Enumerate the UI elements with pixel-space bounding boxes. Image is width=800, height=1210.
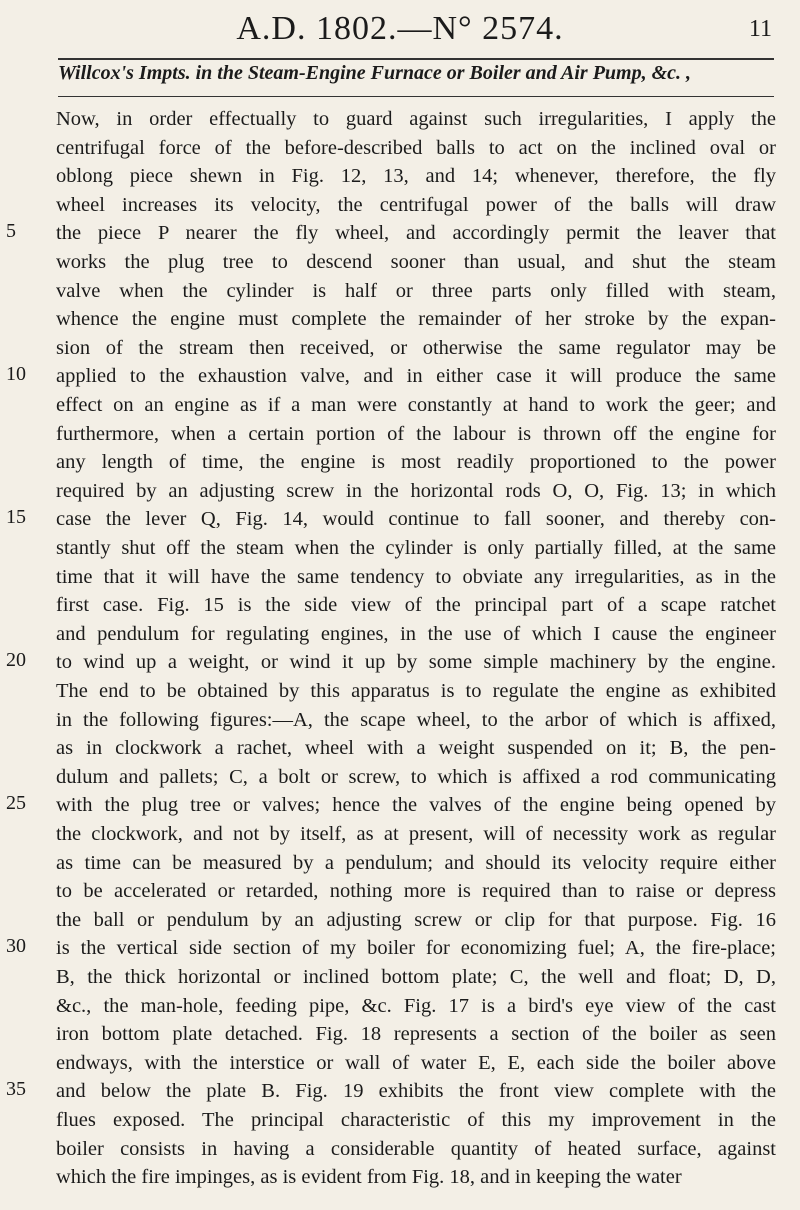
margin-line-number: 30 xyxy=(6,935,26,958)
margin-line-number: 10 xyxy=(6,363,26,386)
text-line: the piece P nearer the fly wheel, and accordingly permit the leaver that xyxy=(56,222,776,245)
page-header xyxy=(0,10,800,52)
text-line: and pendulum for regulating engines, in the use of which I cause the engineer xyxy=(56,622,776,645)
text-line: and below the plate B. Fig. 19 exhibits the front view complete with the xyxy=(56,1080,776,1103)
text-line: applied to the exhaustion valve, and in either case it will produce the same xyxy=(56,365,776,388)
text-line: stantly shut off the steam when the cylinder is only partially filled, at the same xyxy=(56,537,776,559)
running-title-rule xyxy=(58,96,774,97)
text-line: &c., the man-hole, feeding pipe, &c. Fig. 17 is a bird's eye view of the cast xyxy=(56,994,776,1017)
text-line: dulum and pallets; C, a bolt or screw, to which is affixed a rod communicating xyxy=(56,765,776,788)
text-line: any length of time, the engine is most readily proportioned to the power xyxy=(56,451,776,474)
text-line: sion of the stream then received, or otherwise the same regulator may be xyxy=(56,336,776,359)
text-line: oblong piece shewn in Fig. 12, 13, and 14; whenever, therefore, the fly xyxy=(56,165,776,188)
text-line: The end to be obtained by this apparatus is to regulate the engine as exhibited xyxy=(56,680,776,702)
text-line: furthermore, when a certain portion of the labour is thrown off the engine for xyxy=(56,422,776,445)
text-line: first case. Fig. 15 is the side view of the principal part of a scape ratchet xyxy=(56,594,776,617)
text-line: is the vertical side section of my boiler for economizing fuel; A, the fire-place; xyxy=(56,937,776,960)
text-line: centrifugal force of the before-described balls to act on the inclined oval or xyxy=(56,136,776,159)
text-line: Now, in order effectually to guard against such irregularities, I apply the xyxy=(56,108,776,130)
text-line: valve when the cylinder is half or three parts only filled with steam, xyxy=(56,279,776,302)
text-line: the ball or pendulum by an adjusting screw or clip for that purpose. Fig. 16 xyxy=(56,908,776,931)
text-line: works the plug tree to descend sooner than usual, and shut the steam xyxy=(56,251,776,273)
running-title: Willcox's Impts. in the Steam-Engine Furnace or Boiler and Air Pump, &c. , xyxy=(58,62,692,84)
text-line: iron bottom plate detached. Fig. 18 represents a section of the boiler as seen xyxy=(56,1023,776,1046)
page-number: 11 xyxy=(748,16,772,42)
text-line: B, the thick horizontal or inclined bottom plate; C, the well and float; D, D, xyxy=(56,966,776,988)
text-line: the clockwork, and not by itself, as at present, will of necessity work as regular xyxy=(56,823,776,845)
margin-line-number: 20 xyxy=(6,649,26,672)
text-line: as time can be measured by a pendulum; and should its velocity require either xyxy=(56,851,776,874)
text-line: wheel increases its velocity, the centrifugal power of the balls will draw xyxy=(56,193,776,216)
text-line: as in clockwork a rachet, wheel with a weight suspended on it; B, the pen- xyxy=(56,737,776,760)
text-line: endways, with the interstice or wall of water E, E, each side the boiler above xyxy=(56,1051,776,1074)
text-line: which the fire impinges, as is evident from Fig. 18, and in keeping the water xyxy=(56,1166,682,1189)
page-title: A.D. 1802.—N° 2574. xyxy=(236,10,564,47)
text-line: effect on an engine as if a man were constantly at hand to work the geer; and xyxy=(56,394,776,416)
text-line: to wind up a weight, or wind it up by some simple machinery by the engine. xyxy=(56,651,776,674)
text-line: in the following figures:—A, the scape wheel, to the arbor of which is affixed, xyxy=(56,708,776,731)
text-line: time that it will have the same tendency to obviate any irregularities, as in the xyxy=(56,565,776,588)
header-rule xyxy=(58,58,774,60)
margin-line-number: 15 xyxy=(6,506,26,529)
text-line: to be accelerated or retarded, nothing more is required than to raise or depress xyxy=(56,880,776,903)
text-line: boiler consists in having a considerable quantity of heated surface, against xyxy=(56,1137,776,1160)
margin-line-number: 5 xyxy=(6,220,16,243)
text-line: required by an adjusting screw in the horizontal rods O, O, Fig. 13; in which xyxy=(56,479,776,502)
text-line: case the lever Q, Fig. 14, would continue to fall sooner, and thereby con- xyxy=(56,508,776,531)
text-line: flues exposed. The principal characteristic of this my improvement in the xyxy=(56,1109,776,1131)
text-line: with the plug tree or valves; hence the valves of the engine being opened by xyxy=(56,794,776,817)
margin-line-number: 25 xyxy=(6,792,26,815)
text-line: whence the engine must complete the remainder of her stroke by the expan- xyxy=(56,308,776,331)
margin-line-number: 35 xyxy=(6,1078,26,1101)
